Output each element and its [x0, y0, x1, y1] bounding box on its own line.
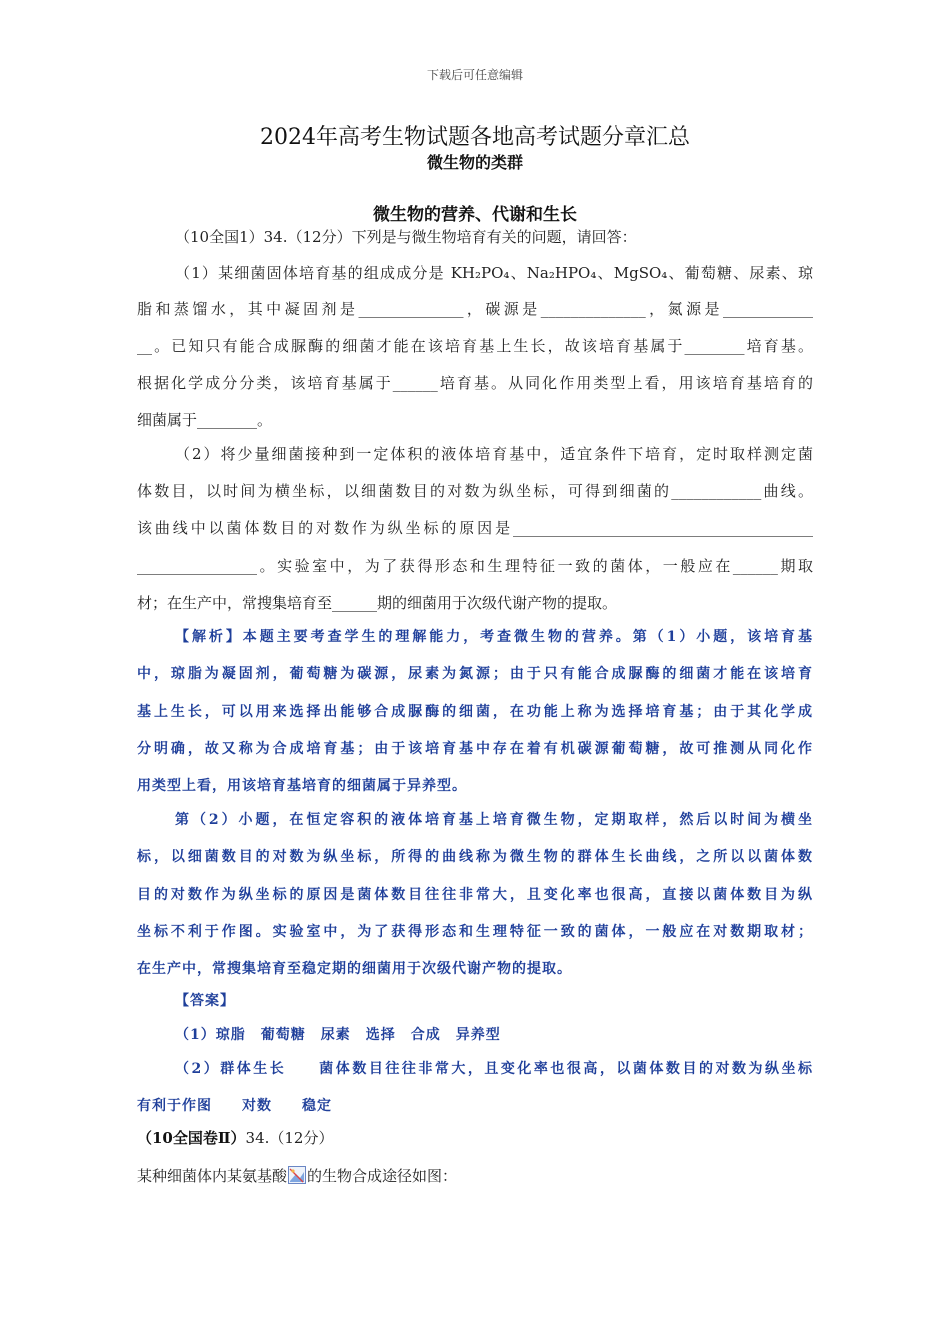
q1-line-8: 该曲线中以菌体数目的对数作为纵坐标的原因是________________________________________	[137, 519, 813, 537]
q2-score: 34.（12分）	[245, 1129, 334, 1147]
q1-line-6: （2）将少量细菌接种到一定体积的液体培育基中，适宜条件下培育，定时取样测定菌	[175, 445, 813, 463]
analysis-line-9: 在生产中，常搜集培育至稳定期的细菌用于次级代谢产物的提取。	[137, 961, 572, 977]
q1-line-2: 脂和蒸馏水，其中凝固剂是______________，碳源是______________，氮源是____________	[137, 300, 813, 318]
analysis-line-6: 标，以细菌数目的对数为纵坐标，所得的曲线称为微生物的群体生长曲线，之所以以菌体数	[137, 849, 813, 865]
answer-part-2b: 有利于作图 对数 稳定	[137, 1098, 332, 1114]
broken-image-icon	[288, 1166, 306, 1184]
page-title: 2024年高考生物试题各地高考试题分章汇总	[260, 125, 690, 150]
q1-line-5: 细菌属于________。	[137, 411, 273, 429]
q1-line-4: 根据化学成分分类，该培育基属于______培育基。从同化作用类型上看，用该培育基培育的	[137, 374, 813, 392]
analysis-line-0: 【解析】本题主要考查学生的理解能力，考查微生物的营养。第（1）小题，该培育基	[175, 629, 813, 645]
q2-intro-before: 某种细菌体内某氨基酸	[137, 1167, 288, 1185]
answer-title: 【答案】	[175, 993, 235, 1009]
analysis-line-1: 中，琼脂为凝固剂，葡萄糖为碳源，尿素为氮源；由于只有能合成脲酶的细菌才能在该培育	[137, 666, 813, 682]
subsection-title: 微生物的营养、代谢和生长	[373, 205, 577, 225]
q1-line-7: 体数目，以时间为横坐标，以细菌数目的对数为纵坐标，可得到细菌的____________曲线。	[137, 482, 813, 500]
answer-part-1: （1）琼脂 葡萄糖 尿素 选择 合成 异养型	[175, 1027, 501, 1043]
q2-intro	[137, 1166, 813, 1186]
analysis-line-5: 第（2）小题，在恒定容积的液体培育基上培育微生物，定期取样，然后以时间为横坐	[175, 812, 813, 828]
analysis-line-2: 基上生长，可以用来选择出能够合成脲酶的细菌，在功能上称为选择培育基；由于其化学成	[137, 704, 813, 720]
q2-intro-after: 的生物合成途径如图：	[307, 1167, 458, 1185]
section-title: 微生物的类群	[426, 153, 523, 172]
q1-line-9: ________________。实验室中，为了获得形态和生理特征一致的菌体，一般应在______期取	[137, 557, 813, 575]
q1-line-10: 材；在生产中，常搜集培育至______期的细菌用于次级代谢产物的提取。	[137, 594, 618, 612]
analysis-line-4: 用类型上看，用该培育基培育的细菌属于异养型。	[137, 778, 467, 794]
q2-heading	[137, 1128, 813, 1148]
page-header: 下载后可任意编辑	[426, 68, 523, 82]
analysis-line-8: 坐标不利于作图。实验室中，为了获得形态和生理特征一致的菌体，一般应在对数期取材；	[137, 924, 813, 940]
analysis-line-3: 分明确，故又称为合成培育基；由于该培育基中存在着有机碳源葡萄糖，故可推测从同化作	[137, 741, 813, 757]
q2-source: （10全国卷Ⅱ）	[137, 1129, 246, 1147]
analysis-line-7: 目的对数作为纵坐标的原因是菌体数目往往非常大，且变化率也很高，直接以菌体数目为纵	[137, 887, 813, 903]
q1-line-0: （10全国1）34.（12分）下列是与微生物培育有关的问题，请回答：	[175, 228, 637, 246]
q1-line-1: （1）某细菌固体培育基的组成成分是 KH₂PO₄、Na₂HPO₄、MgSO₄、葡萄糖、尿素、琼	[175, 264, 813, 282]
answer-part-2a: （2）群体生长 菌体数目往往非常大，且变化率也很高，以菌体数目的对数为纵坐标	[175, 1061, 813, 1077]
q1-line-3: __。已知只有能合成脲酶的细菌才能在该培育基上生长，故该培育基属于________培育基。	[137, 337, 813, 355]
